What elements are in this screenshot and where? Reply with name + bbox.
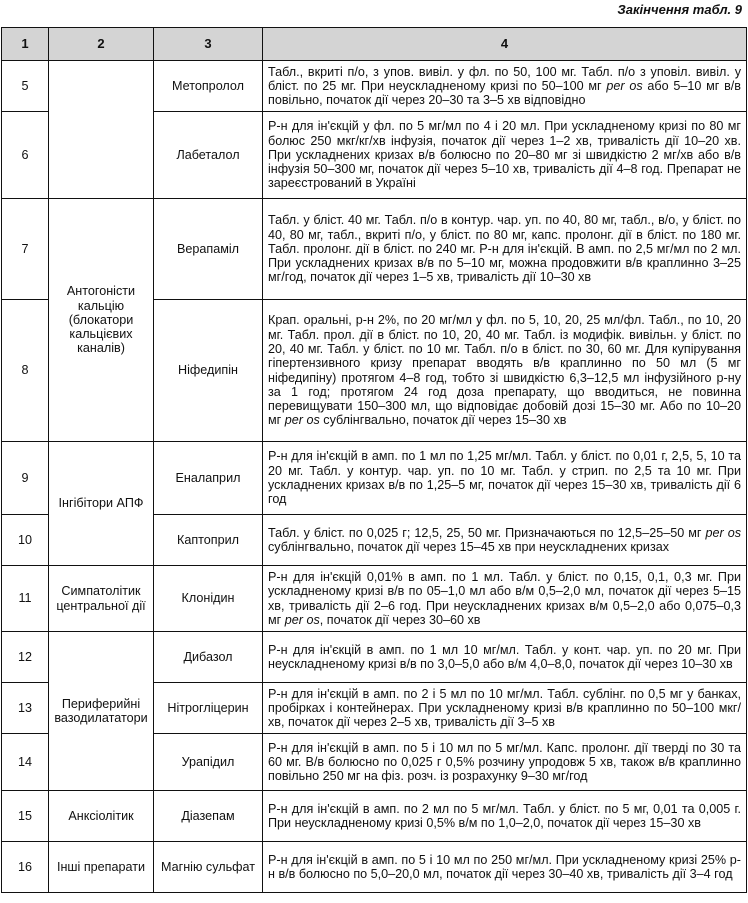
drug-description: Р-н для ін'єкцій в амп. по 1 мл 10 мг/мл. Табл. у конт. чар. уп. по 20 мг. При неускладненому кризі в/в по 3,0–5,0 або в/м 4,0–8,0, початок дії через 10–30 хв (263, 632, 747, 683)
row-number: 12 (2, 632, 49, 683)
drug-description: Крап. оральні, р-н 2%, по 20 мг/мл у фл. по 5, 10, 20, 25 мл/фл. Табл., по 10, 20 мг. Табл. прол. дії в бліст. по 10, 20, 40 мг. Табл. із модифік. вивільн. у бліст. по 20, 40 мг. Табл. у бліст. по 10 мг. Табл. п/о в бліст. по 30, 60 мг. Для купірування гіпертензивного кризу препарат вводять в/в краплинно по 50 мл (5 мг ніфедипіну) протягом 4–8 год, тобто зі швидкістю 6,3–12,5 мл інфузійного р-ну за 1 год; протягом 24 год доза препарату, що вводиться, не повинна перевищувати 150–300 мл, що відповідає добовій дозі 15–30 мг. Або по 10–20 мг per os сублінгвально, початок дії через 15–30 хв (263, 300, 747, 442)
drug-description: Табл., вкриті п/о, з упов. вивіл. у фл. по 50, 100 мг. Табл. п/о з уповіл. вивіл. у бліст. по 25 мг. При неускладненому кризі по 50–100 мг per os або 5–10 мг в/в повільно, початок дії через 20–30 та 3–5 хв відповідно (263, 61, 747, 112)
table-row (2, 632, 747, 683)
drug-name: Каптоприл (154, 515, 263, 566)
drug-description: Табл. у бліст. по 0,025 г; 12,5, 25, 50 мг. Призначаються по 12,5–25–50 мг per os сублінгвально, початок дії через 15–45 хв при неускладнених кризах (263, 515, 747, 566)
group-label: Анксіолітик (49, 791, 154, 842)
row-number: 13 (2, 683, 49, 734)
row-number: 5 (2, 61, 49, 112)
table-caption: Закінчення табл. 9 (617, 2, 742, 17)
drug-name: Нітрогліцерин (154, 683, 263, 734)
drug-table (1, 27, 747, 893)
row-number: 11 (2, 566, 49, 632)
group-label: Антогоністи кальцію (блокатори кальцієвих каналів) (49, 199, 154, 442)
drug-description: Р-н для ін'єкцій у фл. по 5 мг/мл по 4 і 20 мл. При ускладненому кризі по 80 мг болюс 250 мкг/кг/хв інфузія, початок дії через 1–2 хв, тривалість дії 10–20 хв. При ускладнених кризах в/в болюсно по 20–80 мг зі швидкістю 2 мг/хв або в/в інфузія 50–300 мг, початок дії через 5–10 хв, тривалість дії 4–8 год. Препарат не зареєстрований в Україні (263, 112, 747, 199)
row-number: 9 (2, 442, 49, 515)
group-label: Інгібітори АПФ (49, 442, 154, 566)
group-label: Інші препарати (49, 842, 154, 893)
row-number: 15 (2, 791, 49, 842)
drug-name: Клонідин (154, 566, 263, 632)
drug-name: Магнію сульфат (154, 842, 263, 893)
drug-name: Лабеталол (154, 112, 263, 199)
drug-name: Діазепам (154, 791, 263, 842)
drug-description: Р-н для ін'єкцій в амп. по 2 мл по 5 мг/мл. Табл. у бліст. по 5 мг, 0,01 та 0,005 г. При неускладненому кризі 0,5% в/м по 1,0–2,0, початок дії через 15–30 хв (263, 791, 747, 842)
row-number: 10 (2, 515, 49, 566)
row-number: 7 (2, 199, 49, 300)
table-row (2, 61, 747, 112)
header-col-3: 3 (154, 28, 263, 61)
drug-description: Р-н для ін'єкцій в амп. по 5 і 10 мл по 250 мг/мл. При ускладненому кризі 25% р-н в/в болюсно по 5,0–20,0 мл, початок дії через 30–40 хв, тривалість дії 3–4 год (263, 842, 747, 893)
drug-name: Дибазол (154, 632, 263, 683)
table-row (2, 566, 747, 632)
group-label: Периферийні вазодилататори (49, 632, 154, 791)
drug-name: Метопролол (154, 61, 263, 112)
drug-description: Р-н для ін'єкцій в амп. по 2 і 5 мл по 10 мг/мл. Табл. сублінг. по 0,5 мг у банках, пробірках і контейнерах. При ускладненому кризі в/в краплинно по 50–100 мкг/хв, початок дії через 2–5 хв, тривалість дії 3–5 хв (263, 683, 747, 734)
drug-name: Еналаприл (154, 442, 263, 515)
header-col-4: 4 (263, 28, 747, 61)
drug-description: Р-н для ін'єкцій в амп. по 5 і 10 мл по 5 мг/мл. Капс. пролонг. дії тверді по 30 та 60 мг. В/в болюсно по 0,025 г 0,5% розчину упродовж 5 хв, також в/в краплинно повільно 250 мг на фіз. розч. із розрахунку 9–30 мг/год (263, 734, 747, 791)
group-empty (49, 61, 154, 199)
drug-name: Урапідил (154, 734, 263, 791)
drug-description: Табл. у бліст. 40 мг. Табл. п/о в контур. чар. уп. по 40, 80 мг, табл., в/о, у бліст. по 40, 80 мг, табл., вкриті п/о, у бліст. по 80 мг, капс. пролонг. дії в бліст. по 180 мг. Табл. пролонг. дії в бліст. по 240 мг. Р-н для ін'єкцій. В амп. по 2,5 мг/мл по 2 мл. При ускладнених кризах в/в по 5–10 мг, можна продовжити в/в краплинно 3–25 мг/год, початок дії через 1–5 хв, тривалість дії 10–30 хв (263, 199, 747, 300)
header-row (2, 28, 747, 61)
table-row (2, 199, 747, 300)
header-col-2: 2 (49, 28, 154, 61)
drug-name: Ніфедипін (154, 300, 263, 442)
header-col-1: 1 (2, 28, 49, 61)
drug-description: Р-н для ін'єкцій 0,01% в амп. по 1 мл. Табл. у бліст. по 0,15, 0,1, 0,3 мг. При ускладненому кризі в/в по 05–1,0 мл або в/м 0,5–2,0 мл, початок дії через 5–15 хв, тривалість дії 2–6 год. При неускладнених кризах в/м 0,5–2,0 або 0,075–0,3 мг per os, початок дії через 30–60 хв (263, 566, 747, 632)
group-label: Симпатолітик центральної дії (49, 566, 154, 632)
drug-description: Р-н для ін'єкцій в амп. по 1 мл по 1,25 мг/мл. Табл. у бліст. по 0,01 г, 2,5, 5, 10 та 20 мг. Табл. у контур. чар. уп. по 10 мг. Табл. у стрип. по 2,5 та 10 мг. При ускладнених кризах в/в по 1,25–5 мг, початок дії через 15–30 хв, тривалість дії 6 год (263, 442, 747, 515)
row-number: 14 (2, 734, 49, 791)
drug-name: Верапаміл (154, 199, 263, 300)
table-row (2, 791, 747, 842)
row-number: 6 (2, 112, 49, 199)
row-number: 16 (2, 842, 49, 893)
table-row (2, 442, 747, 515)
row-number: 8 (2, 300, 49, 442)
table-row (2, 842, 747, 893)
